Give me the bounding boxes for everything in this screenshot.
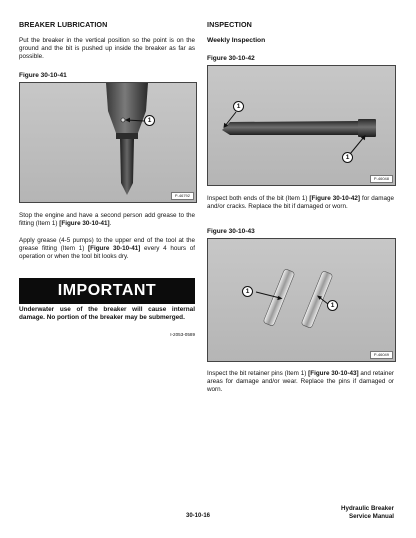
para-text: Stop the engine and have a second person add grease to the fitting (Item 1) <box>19 212 195 228</box>
lubrication-paragraph-2 <box>19 237 195 262</box>
breaker-housing <box>106 83 148 133</box>
warning-reference-number: I-2053-0589 <box>170 332 195 337</box>
important-warning-text: Underwater use of the breaker will cause internal damage. No portion of the breaker may be submerged. <box>19 306 195 322</box>
footer-title-line: Hydraulic Breaker <box>341 505 394 512</box>
para-text: for damage and/or cracks. Replace the bit if damaged or worn. <box>207 195 395 211</box>
inspection-paragraph-2 <box>207 370 394 395</box>
figure-reference: [Figure 30-10-41] <box>59 220 110 228</box>
tool-bit <box>120 139 134 195</box>
figure-30-10-43 <box>207 238 396 362</box>
figure-reference: [Figure 30-10-41] <box>88 245 141 253</box>
figure-caption-30-10-42: Figure 30-10-42 <box>207 55 255 62</box>
retainer-pins-illustration <box>208 239 395 361</box>
section-title-inspection: INSPECTION <box>207 20 252 29</box>
bit-end <box>358 119 376 137</box>
tool-bit-illustration <box>208 66 395 185</box>
figure-reference: [Figure 30-10-42] <box>309 195 360 202</box>
inspection-paragraph-1 <box>207 195 394 211</box>
para-text: every 4 hours of operation or when the tool bit looks dry. <box>19 245 196 261</box>
important-banner: IMPORTANT <box>19 278 195 304</box>
callout-item-1: 1 <box>233 101 244 112</box>
para-text: Apply grease (4-5 pumps) to the upper end of the tool at the grease fitting (Item 1) <box>19 237 195 253</box>
tool-bit <box>222 121 358 135</box>
page-number: 30-10-16 <box>186 513 211 519</box>
callout-item-1: 1 <box>342 152 353 163</box>
footer-title-line: Service Manual <box>348 512 394 520</box>
breaker-illustration <box>20 83 196 202</box>
para-text: Inspect both ends of the bit (Item 1) <box>207 195 310 202</box>
callout-item-1: 1 <box>144 115 155 126</box>
lubrication-paragraph-1 <box>19 212 195 228</box>
retainer-pin <box>301 271 333 329</box>
figure-id: P-46048 <box>370 175 393 183</box>
para-text: . <box>109 220 112 228</box>
para-text: Inspect the bit retainer pins (Item 1) <box>207 370 309 377</box>
section-title-breaker-lubrication: BREAKER LUBRICATION <box>19 20 108 29</box>
lubrication-intro-text: Put the breaker in the vertical position so the point is on the ground and the bit is pushed up inside the breaker as far as possible. <box>19 37 195 61</box>
figure-caption-30-10-41: Figure 30-10-41 <box>19 72 67 79</box>
figure-reference: [Figure 30-10-43] <box>308 370 359 377</box>
para-text: and retainer areas for damage and/or wear. Replace the pins if damaged or worn. <box>207 370 395 394</box>
figure-caption-30-10-43: Figure 30-10-43 <box>207 228 255 235</box>
figure-30-10-42 <box>207 65 396 186</box>
callout-item-1: 1 <box>327 300 338 311</box>
figure-id: P-46049 <box>370 351 393 359</box>
footer-manual-title <box>300 505 394 520</box>
grease-fitting <box>121 118 125 122</box>
figure-30-10-41 <box>19 82 197 203</box>
figure-id: P-46792 <box>171 192 194 200</box>
callout-item-1: 1 <box>242 286 253 297</box>
subsection-title-weekly-inspection: Weekly Inspection <box>207 37 266 44</box>
